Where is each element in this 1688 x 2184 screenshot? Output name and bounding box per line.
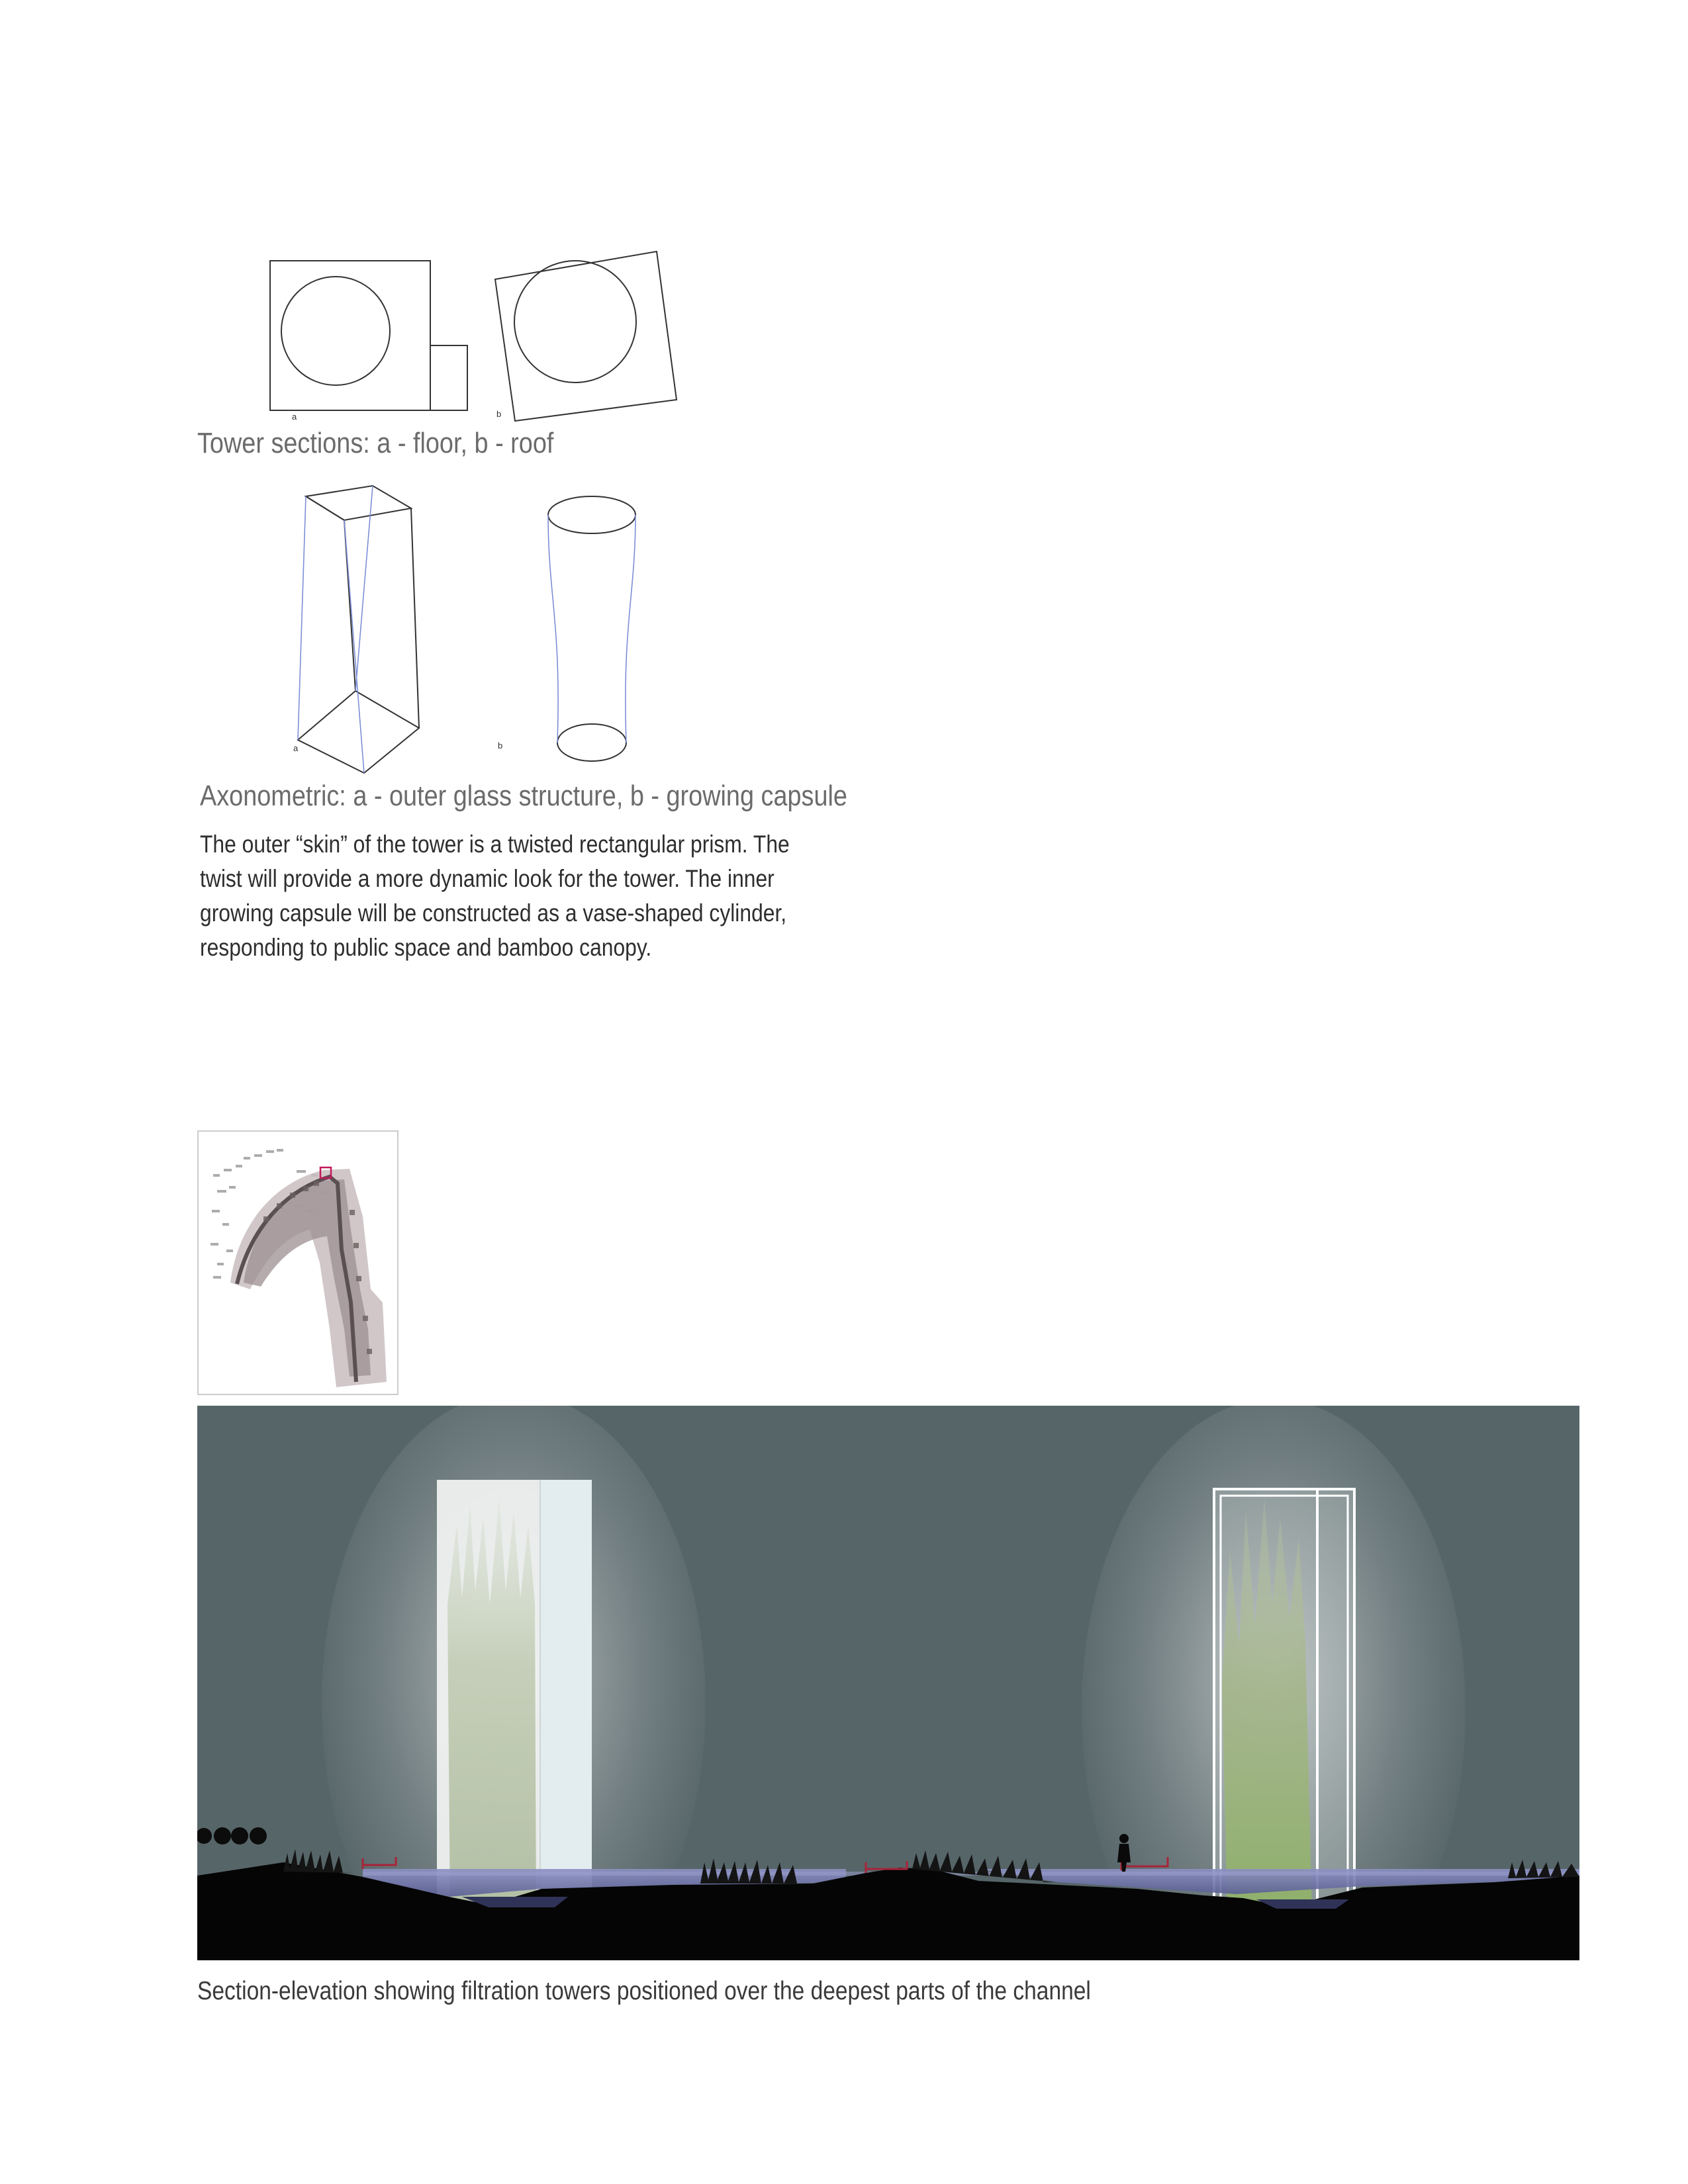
section-elevation-render [197,1406,1579,1960]
twisted-prism [298,486,419,773]
tower-sections-drawing [252,238,702,430]
floor-section-square [270,261,430,410]
roof-section-circle [514,261,636,383]
sections-caption: Tower sections: a - floor, b - roof [197,427,554,459]
floor-section-circle [281,277,390,385]
roof-section-square [495,251,677,421]
section-elevation-caption: Section-elevation showing filtration towers positioned over the deepest parts of the channel [197,1977,1091,2005]
axonometric-caption: Axonometric: a - outer glass structure, b - growing capsule [200,780,847,812]
description-line: twist will provide a more dynamic look for the tower. The inner [200,865,774,892]
site-key-map [197,1130,399,1395]
floor-section-annex [430,345,467,410]
axonometric-label-b: b [498,741,503,751]
description-line: The outer “skin” of the tower is a twisted rectangular prism. The [200,831,790,858]
right-filtration-tower [1214,1489,1354,1914]
description-line: responding to public space and bamboo canopy. [200,934,652,961]
axonometric-label-a: a [293,743,299,753]
left-filtration-tower [437,1480,592,1914]
description-paragraph [200,827,790,965]
section-label-b: b [496,409,502,419]
section-label-a: a [292,412,297,422]
description-line: growing capsule will be constructed as a vase-shaped cylinder, [200,899,787,927]
vase-cylinder [548,496,635,761]
axonometric-drawing [278,483,662,774]
